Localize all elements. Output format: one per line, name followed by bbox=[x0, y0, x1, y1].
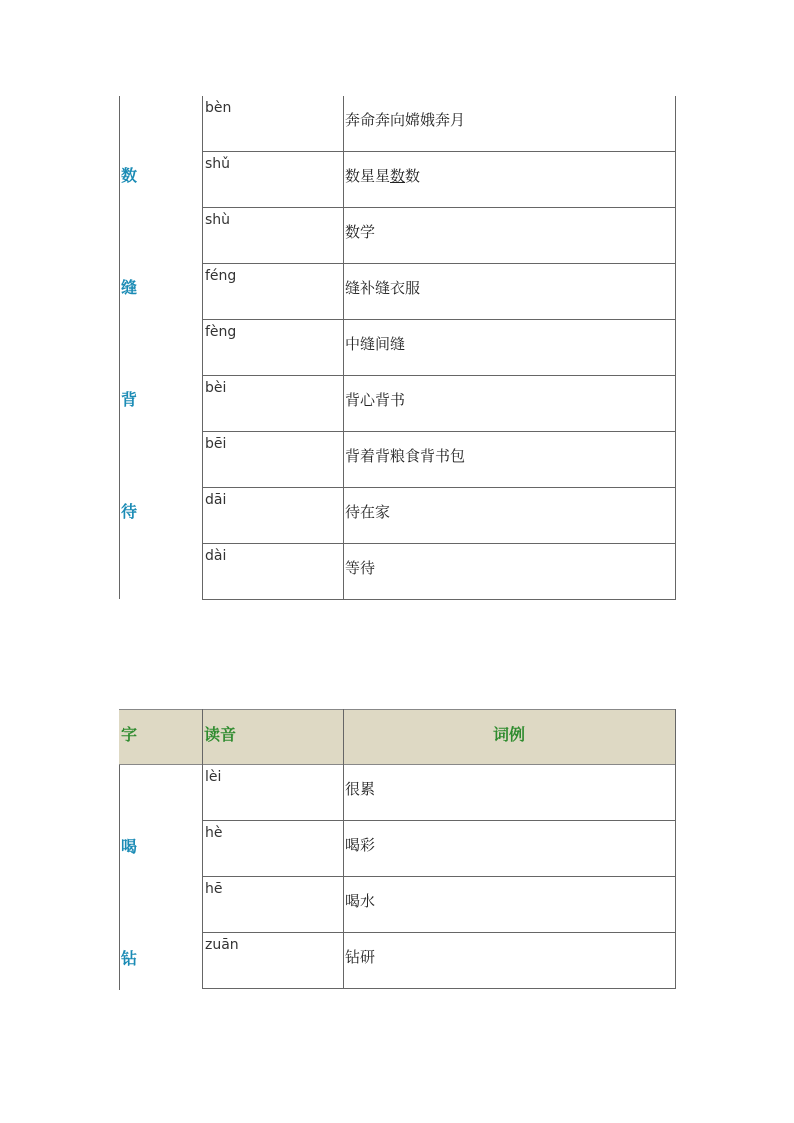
pinyin-text: hē bbox=[205, 881, 223, 897]
example-part: 数 bbox=[405, 167, 421, 185]
example-text: 待在家 bbox=[345, 503, 391, 521]
pinyin-text: bèi bbox=[205, 380, 227, 396]
example-cell bbox=[343, 208, 676, 264]
char-label: 数 bbox=[121, 166, 138, 185]
pinyin-text: shù bbox=[205, 212, 231, 228]
example-cell bbox=[343, 933, 676, 989]
example-text: 钻研 bbox=[345, 948, 376, 966]
pinyin-cell bbox=[202, 432, 343, 488]
pinyin-text: shǔ bbox=[205, 156, 231, 172]
example-underlined-part: 数 bbox=[390, 167, 406, 185]
example-text: 中缝间缝 bbox=[345, 335, 406, 353]
example-text: 数学 bbox=[345, 223, 376, 241]
pinyin-cell bbox=[202, 877, 343, 933]
table-row bbox=[119, 96, 676, 152]
char-label: 背 bbox=[121, 390, 138, 409]
table-row bbox=[119, 765, 676, 821]
example-cell bbox=[343, 264, 676, 320]
example-text bbox=[345, 165, 420, 186]
example-cell bbox=[343, 544, 676, 600]
example-text: 背心背书 bbox=[345, 391, 406, 409]
header-example: 词例 bbox=[493, 725, 526, 744]
example-cell bbox=[343, 152, 676, 208]
example-cell bbox=[343, 488, 676, 544]
pinyin-cell bbox=[202, 320, 343, 376]
pinyin-text: bèn bbox=[205, 100, 232, 116]
example-text: 缝补缝衣服 bbox=[345, 279, 421, 297]
example-cell bbox=[343, 765, 676, 821]
example-text: 背着背粮食背书包 bbox=[345, 447, 466, 465]
table-row bbox=[119, 376, 676, 432]
example-cell bbox=[343, 320, 676, 376]
pinyin-cell bbox=[202, 208, 343, 264]
table-row bbox=[119, 821, 676, 877]
pinyin-text: féng bbox=[205, 268, 237, 284]
polyphone-table-2 bbox=[119, 709, 676, 989]
char-label: 待 bbox=[121, 502, 138, 521]
pinyin-text: hè bbox=[205, 825, 223, 841]
header-row bbox=[119, 709, 676, 765]
example-text: 等待 bbox=[345, 559, 376, 577]
example-text: 喝彩 bbox=[345, 836, 376, 854]
header-char: 字 bbox=[121, 725, 138, 744]
char-label: 喝 bbox=[121, 837, 138, 856]
example-cell bbox=[343, 821, 676, 877]
pinyin-text: dāi bbox=[205, 492, 227, 508]
table-row bbox=[119, 152, 676, 208]
pinyin-cell bbox=[202, 544, 343, 600]
table-row bbox=[119, 488, 676, 544]
table-row bbox=[119, 877, 676, 933]
polyphone-table-1 bbox=[119, 96, 676, 600]
pinyin-text: lèi bbox=[205, 769, 222, 785]
pinyin-text: bēi bbox=[205, 436, 227, 452]
pinyin-cell bbox=[202, 264, 343, 320]
example-cell bbox=[343, 432, 676, 488]
example-text: 喝水 bbox=[345, 892, 376, 910]
char-label: 缝 bbox=[121, 278, 138, 297]
pinyin-text: zuān bbox=[205, 937, 239, 953]
pinyin-cell bbox=[202, 488, 343, 544]
pinyin-cell bbox=[202, 96, 343, 152]
example-cell bbox=[343, 877, 676, 933]
table-row bbox=[119, 432, 676, 488]
pinyin-cell bbox=[202, 765, 343, 821]
example-cell bbox=[343, 96, 676, 152]
pinyin-cell bbox=[202, 376, 343, 432]
example-text: 奔命奔向嫦娥奔月 bbox=[345, 111, 466, 129]
table-row bbox=[119, 208, 676, 264]
table-row bbox=[119, 933, 676, 989]
char-label: 钻 bbox=[121, 949, 138, 968]
table-row bbox=[119, 320, 676, 376]
table-row bbox=[119, 544, 676, 600]
pinyin-text: fèng bbox=[205, 324, 237, 340]
example-cell bbox=[343, 376, 676, 432]
header-pinyin: 读音 bbox=[204, 725, 237, 744]
pinyin-cell bbox=[202, 821, 343, 877]
example-part: 数星星 bbox=[345, 167, 391, 185]
example-text: 很累 bbox=[345, 780, 376, 798]
table-row bbox=[119, 264, 676, 320]
pinyin-cell bbox=[202, 152, 343, 208]
pinyin-cell bbox=[202, 933, 343, 989]
pinyin-text: dài bbox=[205, 548, 227, 564]
